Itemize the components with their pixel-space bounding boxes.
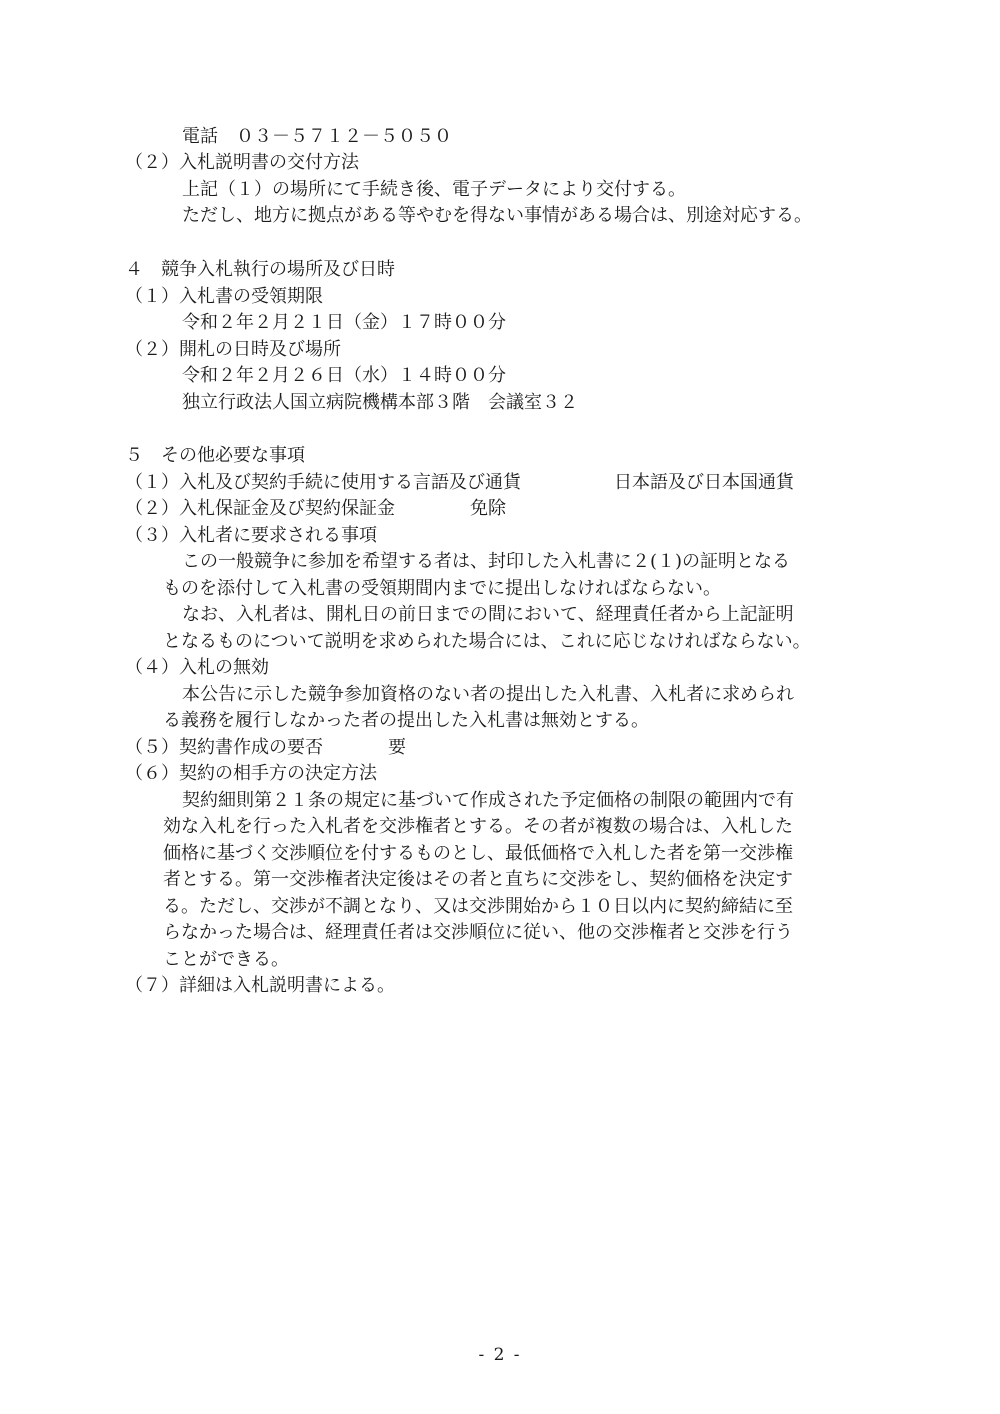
- body-line: となるものについて説明を求められた場合には、これに応じなければならない。: [163, 631, 811, 652]
- body-line: 価格に基づく交渉順位を付するものとし、最低価格で入札した者を第一交渉権: [163, 843, 793, 864]
- section-heading: ４ 競争入札執行の場所及び日時: [125, 259, 395, 280]
- body-line: 令和２年２月２６日（水）１４時００分: [182, 365, 506, 386]
- body-line: 独立行政法人国立病院機構本部３階 会議室３２: [182, 392, 578, 413]
- item-heading: （５）契約書作成の要否: [125, 737, 323, 758]
- item-heading: （３）入札者に要求される事項: [125, 525, 377, 546]
- body-line: る。ただし、交渉が不調となり、又は交渉開始から１０日以内に契約締結に至: [163, 896, 793, 917]
- item-heading: （２）入札説明書の交付方法: [125, 152, 359, 173]
- item-heading: （２）入札保証金及び契約保証金: [125, 498, 395, 519]
- item-value: 日本語及び日本国通貨: [614, 472, 794, 493]
- body-line: 上記（１）の場所にて手続き後、電子データにより交付する。: [182, 179, 686, 200]
- item-heading: （６）契約の相手方の決定方法: [125, 763, 377, 784]
- body-line: ことができる。: [163, 949, 289, 970]
- body-line: 本公告に示した競争参加資格のない者の提出した入札書、入札者に求められ: [182, 684, 794, 705]
- item-value: 免除: [470, 498, 506, 519]
- body-line: ただし、地方に拠点がある等やむを得ない事情がある場合は、別途対応する。: [182, 205, 812, 226]
- body-line: ものを添付して入札書の受領期間内までに提出しなければならない。: [163, 578, 721, 599]
- item-heading: （１）入札及び契約手続に使用する言語及び通貨: [125, 472, 521, 493]
- body-line: 契約細則第２１条の規定に基づいて作成された予定価格の制限の範囲内で有: [182, 790, 794, 811]
- section-heading: ５ その他必要な事項: [125, 445, 305, 466]
- body-line: る義務を履行しなかった者の提出した入札書は無効とする。: [163, 710, 649, 731]
- body-line: 者とする。第一交渉権者決定後はその者と直ちに交渉をし、契約価格を決定す: [163, 869, 793, 890]
- item-heading: （２）開札の日時及び場所: [125, 339, 341, 360]
- phone-line: 電話 ０３－５７１２－５０５０: [182, 126, 452, 147]
- body-line: 効な入札を行った入札者を交渉権者とする。その者が複数の場合は、入札した: [163, 816, 793, 837]
- body-line: なお、入札者は、開札日の前日までの間において、経理責任者から上記証明: [182, 604, 794, 625]
- page-number: - 2 -: [478, 1345, 522, 1365]
- body-line: この一般競争に参加を希望する者は、封印した入札書に２(１)の証明となる: [182, 551, 791, 572]
- item-value: 要: [388, 737, 406, 758]
- item-heading: （７）詳細は入札説明書による。: [125, 975, 395, 996]
- body-line: らなかった場合は、経理責任者は交渉順位に従い、他の交渉権者と交渉を行う: [163, 922, 793, 943]
- item-heading: （４）入札の無効: [125, 657, 269, 678]
- item-heading: （１）入札書の受領期限: [125, 286, 323, 307]
- body-line: 令和２年２月２１日（金）１７時００分: [182, 312, 506, 333]
